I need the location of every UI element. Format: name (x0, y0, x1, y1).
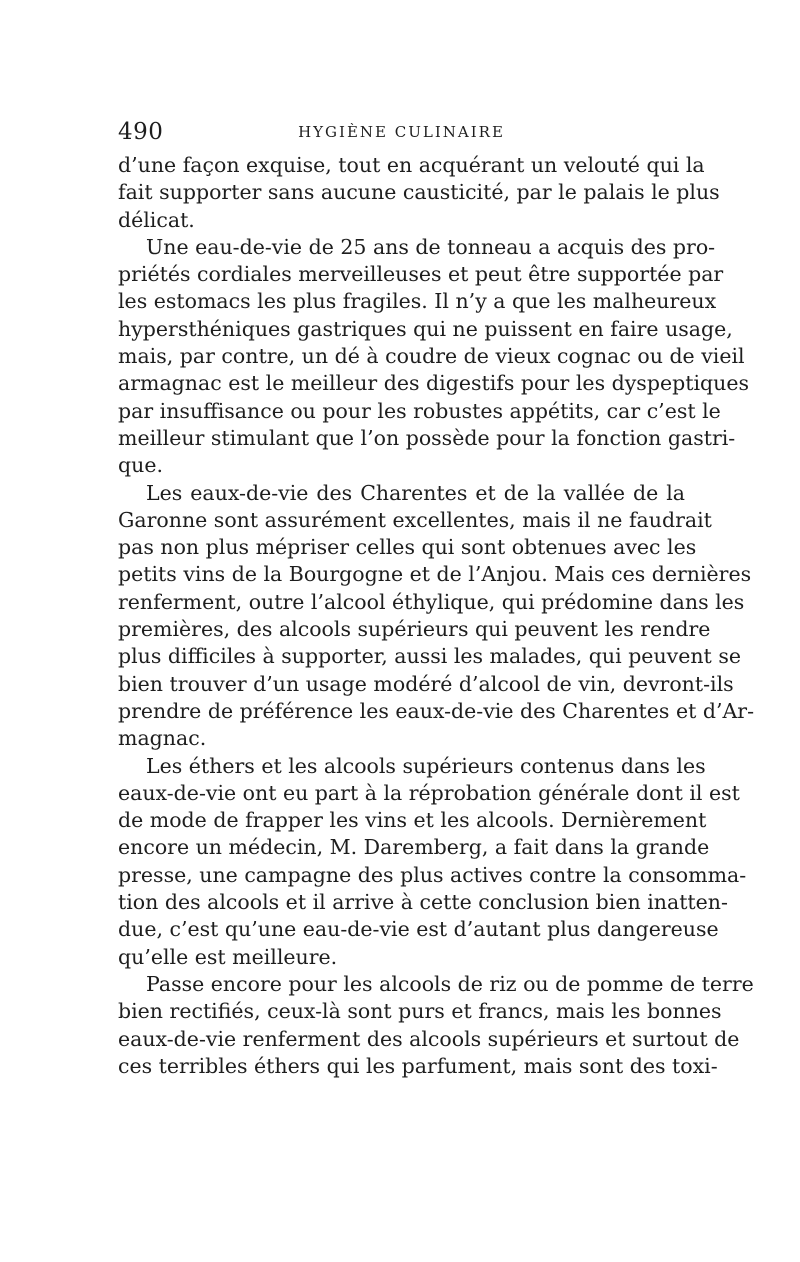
text-line: que. (118, 453, 163, 478)
text-line: plus difficiles à supporter, aussi les malades, qui peuvent se (118, 644, 741, 669)
running-title: HYGIÈNE CULINAIRE (298, 123, 505, 141)
text-line: encore un médecin, M. Daremberg, a fait dans la grande (118, 835, 710, 860)
text-line: par insuffisance ou pour les robustes appétits, car c’est le (118, 398, 721, 423)
text-line: de mode de frapper les vins et les alcools. Dernièrement (118, 808, 707, 833)
paragraph (118, 971, 754, 1080)
text-line: tion des alcools et il arrive à cette conclusion bien inatten- (118, 890, 728, 915)
text-line: Passe encore pour les alcools de riz ou de pomme de terre (146, 971, 754, 996)
text-line: priétés cordiales merveilleuses et peut être supportée par (118, 262, 724, 287)
text-line: premières, des alcools supérieurs qui peuvent les rendre (118, 617, 711, 642)
text-line: presse, une campagne des plus actives contre la consomma- (118, 862, 747, 887)
text-line: meilleur stimulant que l’on possède pour la fonction gastri- (118, 425, 736, 450)
page-number: 490 (118, 119, 164, 145)
text-line: due, c’est qu’une eau-de-vie est d’autant plus dangereuse (118, 917, 719, 942)
paragraph (118, 480, 755, 753)
paragraph (118, 234, 749, 480)
body-text (118, 152, 755, 1102)
text-line: mais, par contre, un dé à coudre de vieux cognac ou de vieil (118, 344, 745, 369)
running-head (118, 118, 685, 146)
text-line: eaux-de-vie ont eu part à la réprobation générale dont il est (118, 780, 740, 805)
text-line: renferment, outre l’alcool éthylique, qui prédomine dans les (118, 589, 745, 614)
text-line: fait supporter sans aucune causticité, par le palais le plus (118, 180, 720, 205)
text-line: qu’elle est meilleure. (118, 944, 338, 969)
paragraph (118, 753, 747, 971)
text-line: Une eau-de-vie de 25 ans de tonneau a acquis des pro- (146, 234, 716, 259)
text-line: pas non plus mépriser celles qui sont obtenues avec les (118, 535, 697, 560)
text-line: les estomacs les plus fragiles. Il n’y a que les malheureux (118, 289, 717, 314)
text-line: ces terribles éthers qui les parfument, mais sont des toxi- (118, 1053, 718, 1078)
text-line: eaux-de-vie renferment des alcools supérieurs et surtout de (118, 1026, 740, 1051)
text-line: Les eaux-de-vie des Charentes et de la vallée de la (146, 480, 685, 505)
text-line: délicat. (118, 207, 195, 232)
text-line: magnac. (118, 726, 207, 751)
text-line: prendre de préférence les eaux-de-vie des Charentes et d’Ar- (118, 698, 755, 723)
text-line: armagnac est le meilleur des digestifs pour les dyspeptiques (118, 371, 749, 396)
text-line: bien rectifiés, ceux-là sont purs et francs, mais les bonnes (118, 999, 722, 1024)
text-line: hypersthéniques gastriques qui ne puissent en faire usage, (118, 316, 733, 341)
text-line: Garonne sont assurément excellentes, mais il ne faudrait (118, 507, 712, 532)
paragraph (118, 152, 720, 234)
text-line: d’une façon exquise, tout en acquérant un velouté qui la (118, 153, 705, 177)
text-line: bien trouver d’un usage modéré d’alcool de vin, devront-ils (118, 671, 734, 696)
text-line: Les éthers et les alcools supérieurs contenus dans les (146, 753, 706, 778)
text-line: petits vins de la Bourgogne et de l’Anjou. Mais ces dernières (118, 562, 752, 587)
